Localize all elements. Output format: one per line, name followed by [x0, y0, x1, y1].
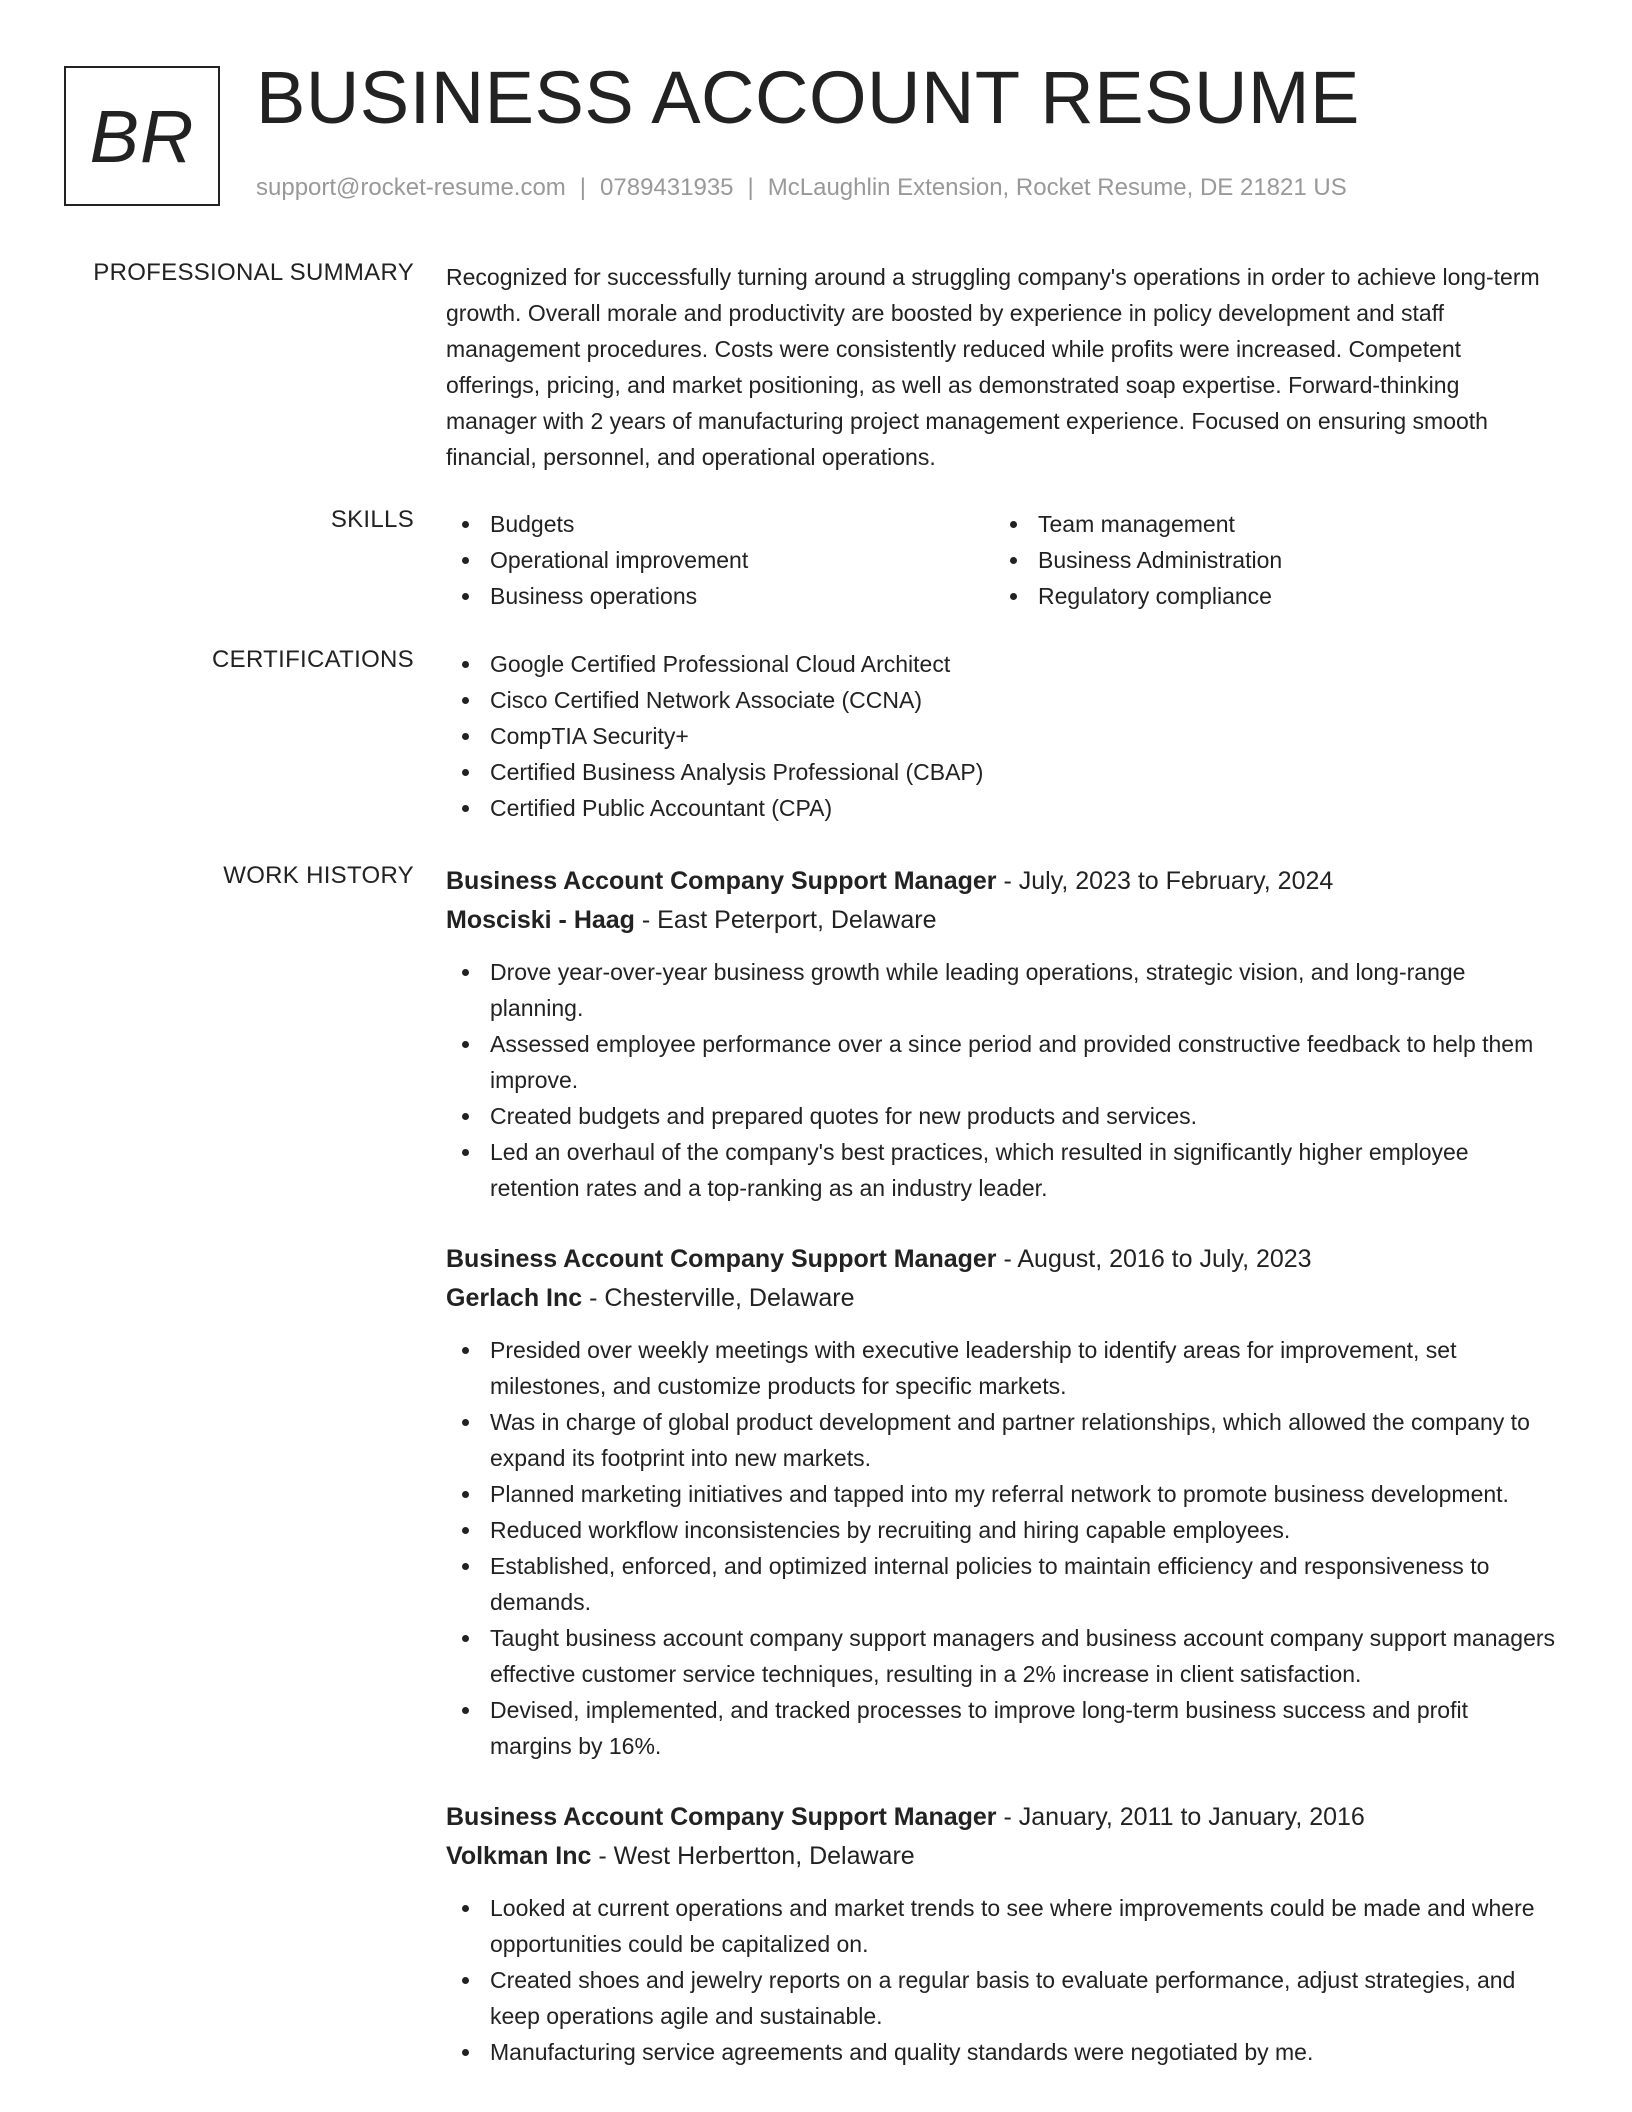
summary-text: Recognized for successfully turning around a struggling company's operations in order to achieve long-term growth. Overall morale and productivity are boosted by experience in policy development and staff management procedures. Costs were consistently reduced while profits were increased. Competent offerings, pricing, and market positioning, as well as demonstrated soap expertise. Forward-thinking manager with 2 years of manufacturing project management experience. Focused on ensuring smooth financial, personnel, and operational operations.	[446, 264, 1540, 470]
job-dates: - January, 2011 to January, 2016	[996, 1803, 1365, 1831]
job-company-line	[446, 1837, 1556, 1876]
job-bullet: Assessed employee performance over a since period and provided constructive feedback to help them improve.	[446, 1026, 1556, 1098]
skills-list-right	[994, 506, 1542, 614]
job-bullets	[446, 1890, 1556, 2070]
job-dates: - August, 2016 to July, 2023	[996, 1245, 1312, 1273]
monogram-box	[64, 66, 220, 206]
contact-email[interactable]: support@rocket-resume.com	[256, 174, 566, 201]
job-bullets	[446, 954, 1556, 1206]
job-company-line	[446, 1279, 1556, 1318]
contact-line	[256, 174, 1347, 202]
job-company: Gerlach Inc	[446, 1284, 583, 1312]
job-role: Business Account Company Support Manager	[446, 1803, 997, 1831]
job-bullet: Drove year-over-year business growth while leading operations, strategic vision, and long-range planning.	[446, 954, 1556, 1026]
job-role: Business Account Company Support Manager	[446, 867, 997, 895]
summary-body	[446, 259, 1556, 475]
job-location: - East Peterport, Delaware	[634, 906, 937, 934]
job-company-line	[446, 901, 1556, 940]
skill-item: Budgets	[446, 506, 994, 542]
certification-item: Cisco Certified Network Associate (CCNA)	[446, 682, 1556, 718]
contact-separator: |	[747, 174, 754, 201]
skills-list-left	[446, 506, 994, 614]
certification-item: Certified Business Analysis Professional (CBAP)	[446, 754, 1556, 790]
job-location: - Chesterville, Delaware	[582, 1284, 855, 1312]
skills-columns	[446, 506, 1556, 614]
job-title-line	[446, 1240, 1556, 1279]
job-location: - West Herbertton, Delaware	[591, 1842, 915, 1870]
section-title-skills: SKILLS	[330, 506, 414, 533]
job-bullet: Established, enforced, and optimized internal policies to maintain efficiency and responsiveness to demands.	[446, 1548, 1556, 1620]
job-entry	[446, 1798, 1556, 2070]
job-company: Mosciski - Haag	[446, 906, 635, 934]
skill-item: Operational improvement	[446, 542, 994, 578]
job-bullet: Manufacturing service agreements and quality standards were negotiated by me.	[446, 2034, 1556, 2070]
job-bullet: Taught business account company support managers and business account company support managers effective customer service techniques, resulting in a 2% increase in client satisfaction.	[446, 1620, 1556, 1692]
job-entry	[446, 862, 1556, 1206]
work-history-body	[446, 862, 1556, 2104]
job-company: Volkman Inc	[446, 1842, 592, 1870]
certification-item: CompTIA Security+	[446, 718, 1556, 754]
certifications-body	[446, 646, 1556, 826]
job-bullet: Was in charge of global product development and partner relationships, which allowed the company to expand its footprint into new markets.	[446, 1404, 1556, 1476]
job-bullets	[446, 1332, 1556, 1764]
job-bullet: Devised, implemented, and tracked processes to improve long-term business success and profit margins by 16%.	[446, 1692, 1556, 1764]
monogram-initials: BR	[89, 94, 195, 178]
contact-separator: |	[579, 174, 587, 201]
job-title-line	[446, 862, 1556, 901]
skill-item: Regulatory compliance	[994, 578, 1542, 614]
job-bullet: Presided over weekly meetings with executive leadership to identify areas for improvement, set milestones, and customize products for specific markets.	[446, 1332, 1556, 1404]
job-bullet: Created budgets and prepared quotes for new products and services.	[446, 1098, 1556, 1134]
certification-item: Google Certified Professional Cloud Architect	[446, 646, 1556, 682]
contact-phone[interactable]: 0789431935	[600, 174, 734, 201]
section-title-summary: PROFESSIONAL SUMMARY	[93, 259, 414, 286]
job-bullet: Led an overhaul of the company's best practices, which resulted in significantly higher employee retention rates and a top-ranking as an industry leader.	[446, 1134, 1556, 1206]
contact-address: McLaughlin Extension, Rocket Resume, DE 21821 US	[767, 174, 1347, 201]
certification-item: Certified Public Accountant (CPA)	[446, 790, 1556, 826]
job-title-line	[446, 1798, 1556, 1837]
section-title-certifications: CERTIFICATIONS	[212, 646, 414, 673]
job-entry	[446, 1240, 1556, 1764]
skill-item: Business Administration	[994, 542, 1542, 578]
skills-body	[446, 506, 1556, 614]
job-bullet: Planned marketing initiatives and tapped into my referral network to promote business development.	[446, 1476, 1556, 1512]
job-dates: - July, 2023 to February, 2024	[996, 867, 1334, 895]
skill-item: Team management	[994, 506, 1542, 542]
job-bullet: Created shoes and jewelry reports on a regular basis to evaluate performance, adjust strategies, and keep operations agile and sustainable.	[446, 1962, 1556, 2034]
job-bullet: Looked at current operations and market trends to see where improvements could be made and where opportunities could be capitalized on.	[446, 1890, 1556, 1962]
section-title-work-history: WORK HISTORY	[223, 862, 414, 889]
certifications-list	[446, 646, 1556, 826]
job-bullet: Reduced workflow inconsistencies by recruiting and hiring capable employees.	[446, 1512, 1556, 1548]
job-role: Business Account Company Support Manager	[446, 1245, 997, 1273]
resume-title: BUSINESS ACCOUNT RESUME	[256, 56, 1360, 139]
skill-item: Business operations	[446, 578, 994, 614]
